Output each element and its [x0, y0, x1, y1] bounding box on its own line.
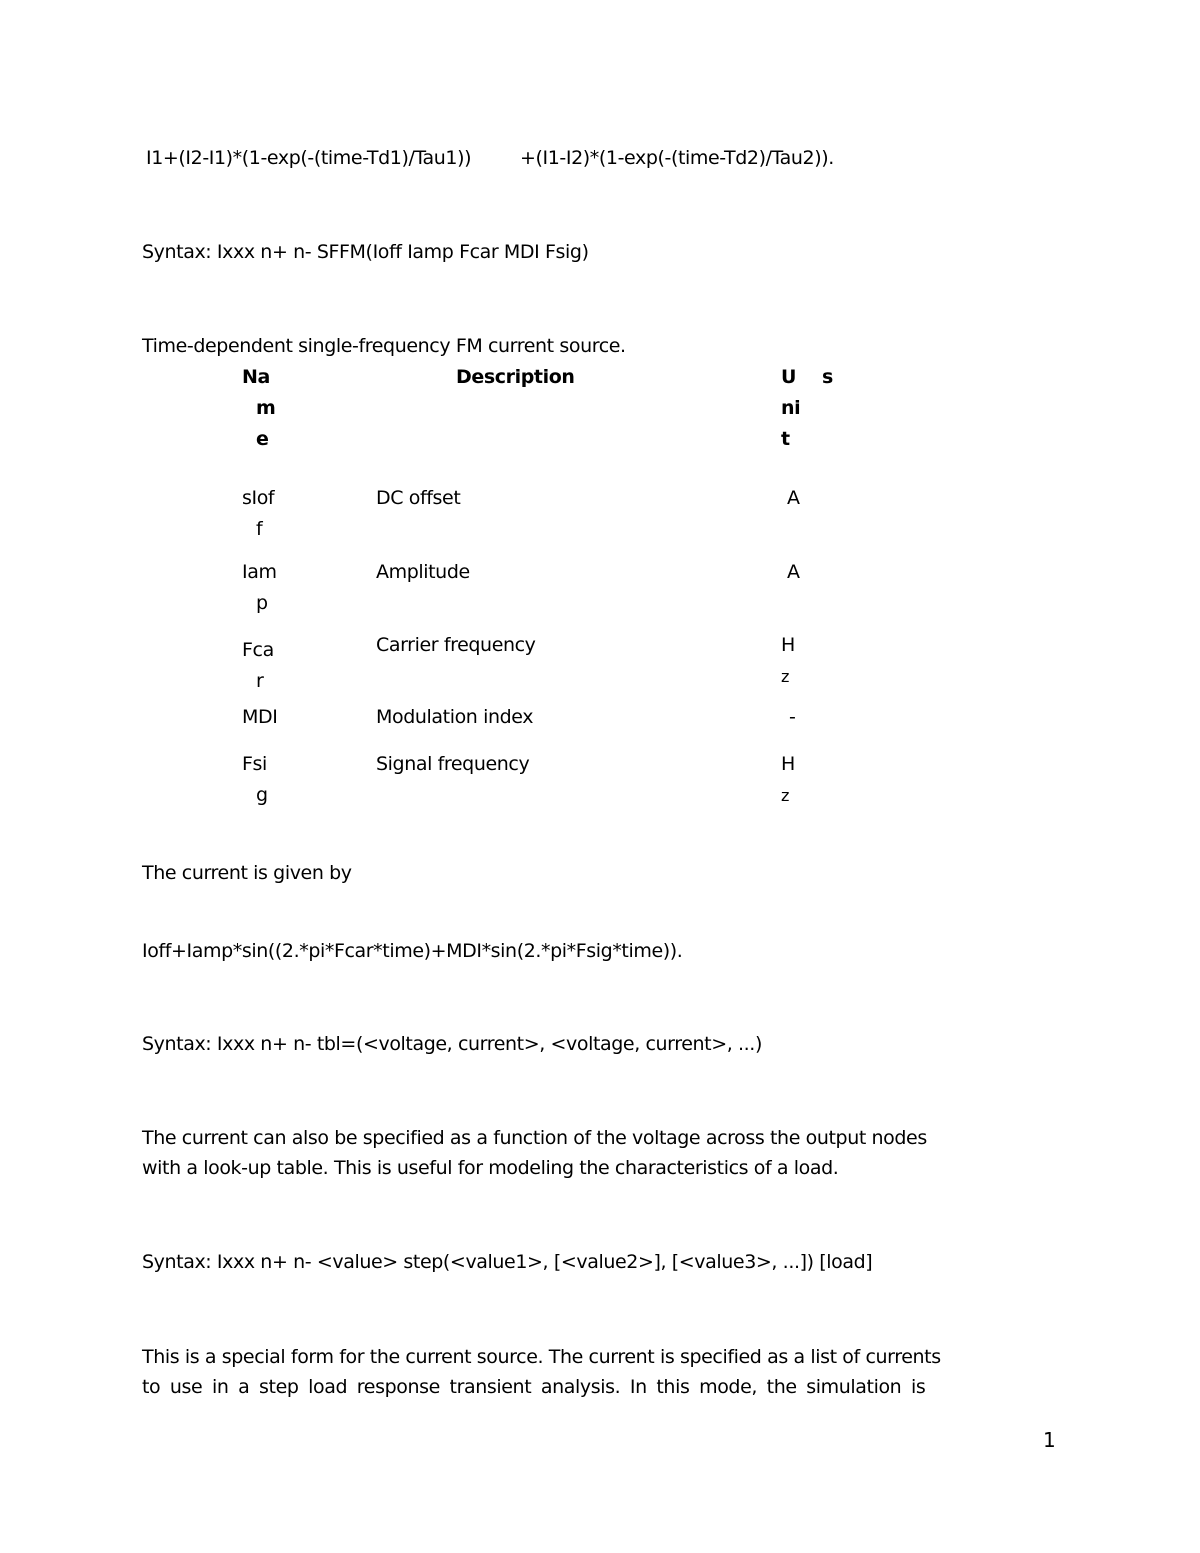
page-number: 1	[1043, 1428, 1056, 1452]
table-header-unit-extra: s	[822, 366, 833, 388]
row-name-part: Fca	[242, 639, 274, 661]
row-unit-part: z	[781, 786, 789, 805]
table-row-unit	[781, 749, 795, 811]
header-name-part: m	[256, 397, 276, 419]
step-description-line: This is a special form for the current source. The current is specified as a list of currents	[142, 1346, 941, 1368]
row-name-part: g	[256, 784, 268, 806]
header-unit-part: ni	[781, 397, 801, 419]
row-unit-part: -	[789, 706, 796, 728]
row-name-part: sIof	[242, 487, 275, 509]
table-row-name	[242, 483, 274, 545]
header-unit-part: U	[781, 366, 797, 388]
row-unit-part: H	[781, 634, 795, 656]
table-row-unit	[787, 557, 800, 588]
table-row-name	[242, 702, 277, 733]
table-row-description: Modulation index	[376, 706, 534, 728]
step-description-line: to use in a step load response transient analysis. In this mode, the simulation is	[142, 1376, 926, 1398]
current-given-by: The current is given by	[142, 862, 352, 884]
table-row-description: Carrier frequency	[376, 634, 536, 656]
header-name-part: Na	[242, 366, 270, 388]
table-row-unit	[789, 702, 795, 733]
table-header-unit	[781, 362, 800, 455]
sffm-syntax: Syntax: Ixxx n+ n- SFFM(Ioff Iamp Fcar MDI Fsig)	[142, 241, 589, 263]
row-name-part: MDI	[242, 706, 278, 728]
row-name-part: Iam	[242, 561, 277, 583]
header-name-part: e	[256, 428, 269, 450]
table-row-description: DC offset	[376, 487, 461, 509]
row-unit-part: H	[781, 753, 795, 775]
formula-exp-tail: +(I1-I2)*(1-exp(-(time-Td2)/Tau2)).	[520, 147, 834, 169]
table-header-description: Description	[456, 366, 575, 388]
row-unit-part: A	[787, 487, 800, 509]
header-unit-part: t	[781, 428, 790, 450]
row-name-part: f	[256, 518, 263, 540]
table-row-unit	[781, 630, 795, 692]
sffm-formula: Ioff+Iamp*sin((2.*pi*Fcar*time)+MDI*sin(2.*pi*Fsig*time)).	[142, 940, 683, 962]
row-unit-part: A	[787, 561, 800, 583]
table-row-description: Amplitude	[376, 561, 470, 583]
row-name-part: p	[256, 592, 268, 614]
row-unit-part: z	[781, 667, 789, 686]
table-header-name	[242, 362, 275, 455]
tbl-description-line: with a look-up table. This is useful for modeling the characteristics of a load.	[142, 1157, 839, 1179]
table-row-name	[242, 557, 277, 619]
formula-exp: I1+(I2-I1)*(1-exp(-(time-Td1)/Tau1))	[146, 147, 472, 169]
tbl-syntax: Syntax: Ixxx n+ n- tbl=(<voltage, current>, <voltage, current>, ...)	[142, 1033, 762, 1055]
tbl-description-line: The current can also be specified as a function of the voltage across the output nodes	[142, 1127, 927, 1149]
row-name-part: r	[256, 670, 264, 692]
table-row-name	[242, 635, 274, 697]
table-row-description: Signal frequency	[376, 753, 530, 775]
table-row-name	[242, 749, 268, 811]
sffm-description: Time-dependent single-frequency FM current source.	[142, 335, 626, 357]
step-syntax: Syntax: Ixxx n+ n- <value> step(<value1>, [<value2>], [<value3>, ...]) [load]	[142, 1251, 873, 1273]
row-name-part: Fsi	[242, 753, 267, 775]
table-row-unit	[787, 483, 800, 514]
